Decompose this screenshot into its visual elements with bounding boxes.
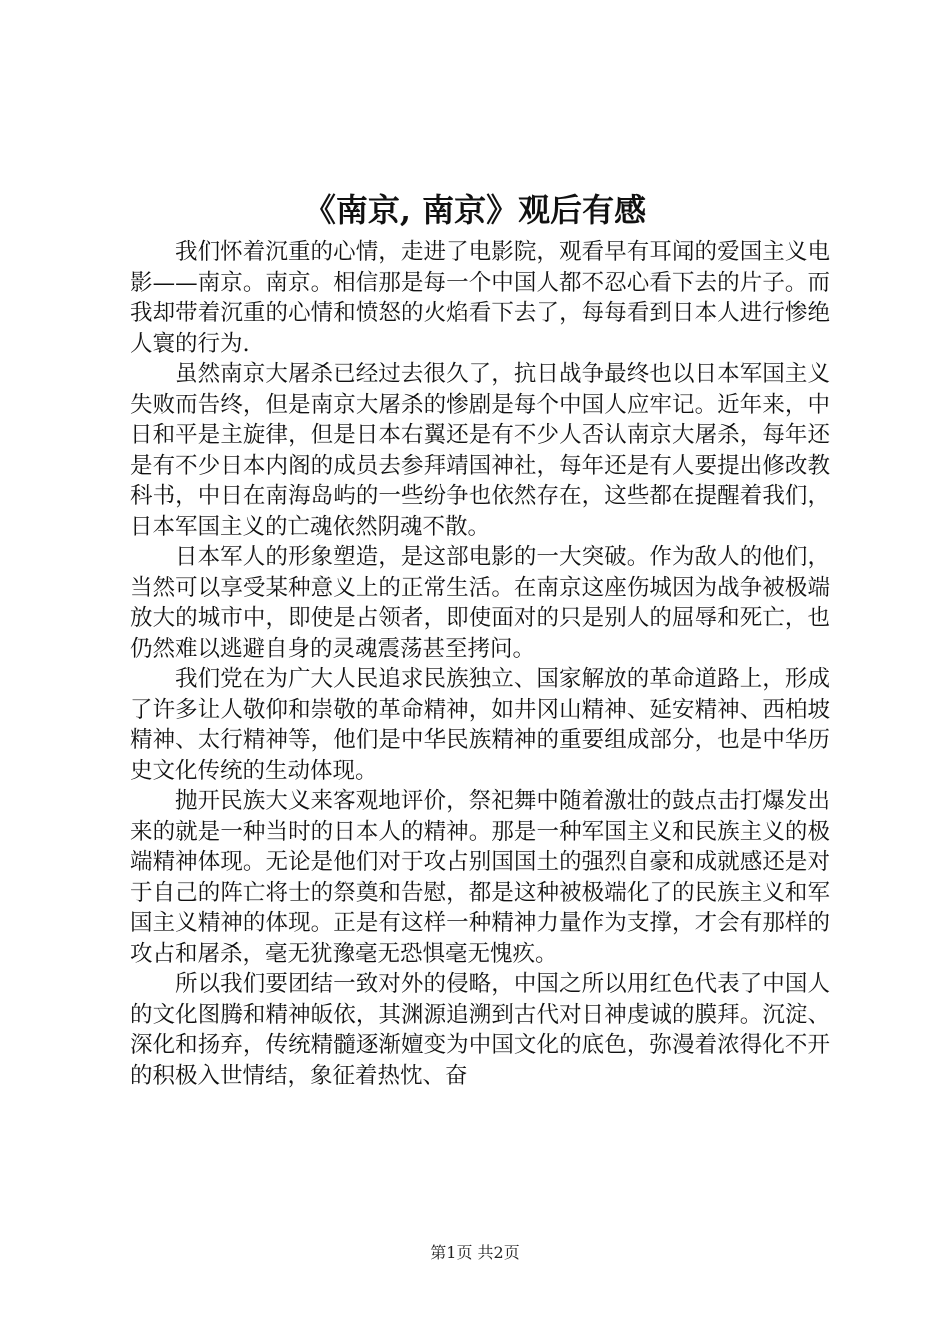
document-title: 《南京, 南京》观后有感 — [303, 191, 647, 229]
paragraph-2: 虽然南京大屠杀已经过去很久了，抗日战争最终也以日本军国主义失败而告终，但是南京大屠杀的惨剧是每个中国人应牢记。近年来，中日和平是主旋律，但是日本右翼还是有不少人否认南京大屠杀，每年还是有不少日本内阁的成员去参拜靖国神社，每年还是有人要提出修改教科书，中日在南海岛屿的一些纷争也依然存在，这些都在提醒着我们，日本军国主义的亡魂依然阴魂不散。 — [130, 361, 830, 540]
page-number-footer: 第1页 共2页 — [430, 1243, 520, 1262]
paragraph-5: 抛开民族大义来客观地评价，祭祀舞中随着激壮的鼓点击打爆发出来的就是一种当时的日本人的精神。那是一种军国主义和民族主义的极端精神体现。无论是他们对于攻占别国国土的强烈自豪和成就感还是对于自己的阵亡将士的祭奠和告慰，都是这种被极端化了的民族主义和军国主义精神的体现。正是有这样一种精神力量作为支撑，才会有那样的攻占和屠杀，毫无犹豫毫无恐惧毫无愧疚。 — [130, 788, 830, 967]
document-body — [130, 237, 830, 1091]
paragraph-4: 我们党在为广大人民追求民族独立、国家解放的革命道路上，形成了许多让人敬仰和崇敬的革命精神，如井冈山精神、延安精神、西柏坡精神、太行精神等，他们是中华民族精神的重要组成部分，也是中华历史文化传统的生动体现。 — [130, 666, 830, 784]
paragraph-6: 所以我们要团结一致对外的侵略，中国之所以用红色代表了中国人的文化图腾和精神皈依，其渊源追溯到古代对日神虔诚的膜拜。沉淀、深化和扬弃，传统精髓逐渐嬗变为中国文化的底色，弥漫着浓得化不开的积极入世情结，象征着热忱、奋 — [130, 971, 830, 1089]
paragraph-3: 日本军人的形象塑造，是这部电影的一大突破。作为敌人的他们，当然可以享受某种意义上的正常生活。在南京这座伤城因为战争被极端放大的城市中，即使是占领者，即使面对的只是别人的屈辱和死亡，也仍然难以逃避自身的灵魂震荡甚至拷问。 — [130, 544, 830, 662]
paragraph-1: 我们怀着沉重的心情，走进了电影院，观看早有耳闻的爱国主义电影——南京。南京。相信那是每一个中国人都不忍心看下去的片子。而我却带着沉重的心情和愤怒的火焰看下去了，每每看到日本人进行惨绝人寰的行为. — [130, 239, 830, 357]
